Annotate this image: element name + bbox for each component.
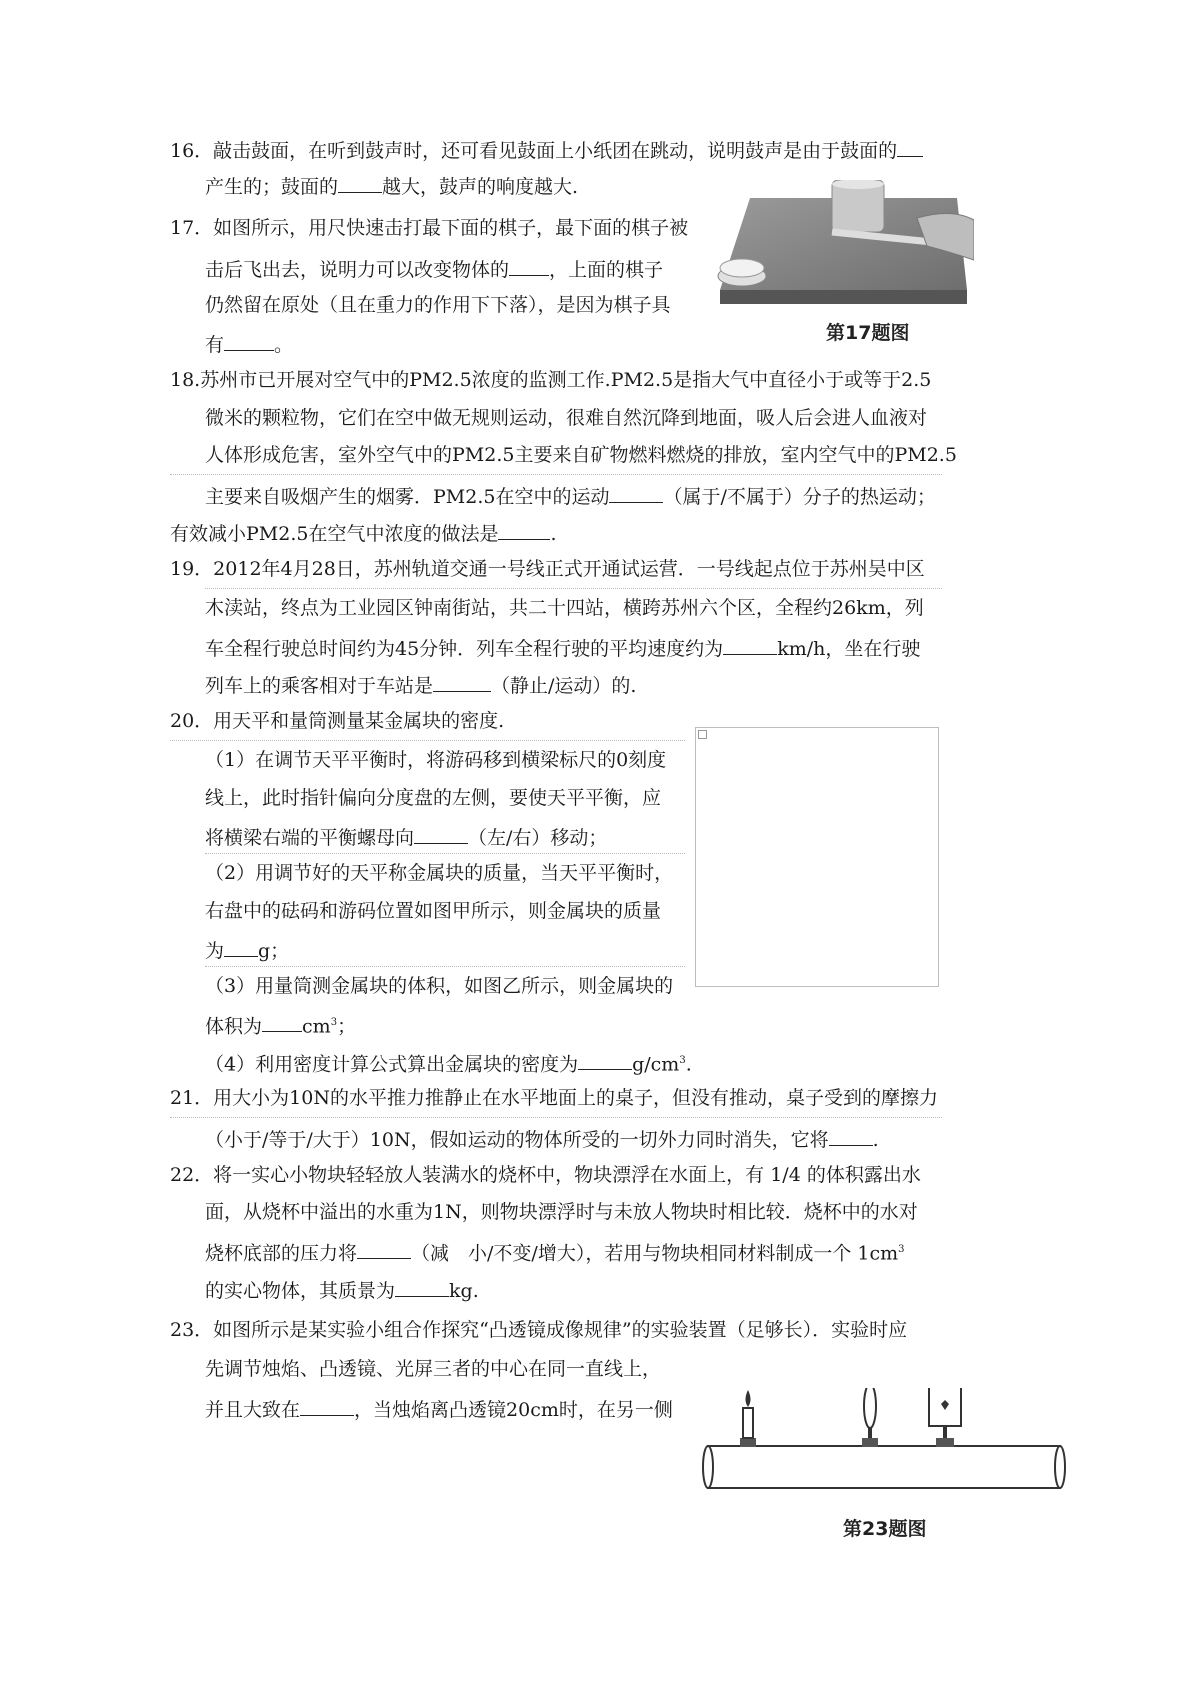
q23-line2: 先调节烛焰、凸透镜、光屏三者的中心在同一直线上，	[205, 1358, 662, 1380]
q20-title: 20．用天平和量筒测量某金属块的密度.	[170, 710, 505, 732]
q17-line4: 有 。	[205, 330, 293, 357]
q22-line1: 22．将一实心小物块轻轻放人装满水的烧杯中，物块漂浮在水面上，有 1/4 的体积露出水	[170, 1164, 921, 1186]
answer-blank[interactable]	[578, 1049, 632, 1070]
answer-blank[interactable]	[509, 255, 549, 276]
answer-blank[interactable]	[224, 936, 258, 957]
q18-line5: 有效减小PM2.5在空气中浓度的做法是 .	[170, 519, 557, 546]
figure-23-caption: 第23题图	[843, 1518, 927, 1540]
q23-line3: 并且大致在 ，当烛焰离凸透镜20cm时，在另一侧	[205, 1395, 673, 1422]
answer-blank[interactable]	[224, 330, 274, 351]
answer-blank[interactable]	[300, 1395, 354, 1416]
figure-17-caption: 第17题图	[826, 322, 910, 344]
q16-line1: 16．敲击鼓面，在听到鼓声时，还可看见鼓面上小纸团在跳动，说明鼓声是由于鼓面的	[170, 136, 923, 163]
q18-line1: 18.苏州市已开展对空气中的PM2.5浓度的监测工作.PM2.5是指大气中直径小于或等于2.5	[170, 369, 932, 391]
q19-line4: 列车上的乘客相对于车站是 （静止/运动）的.	[205, 671, 636, 698]
q21-line1: 21．用大小为10N的水平推力推静止在水平地面上的桌子，但没有推动，桌子受到的摩擦力	[170, 1087, 938, 1109]
q16-line2: 产生的；鼓面的 越大，鼓声的响度越大.	[205, 172, 578, 199]
dotted-rule	[205, 966, 685, 967]
answer-blank[interactable]	[897, 136, 923, 157]
q20-p3-line2: 体积为 $cm^3$；	[205, 1011, 356, 1038]
q20-p1-line1: （1）在调节天平平衡时，将游码移到横梁标尺的0刻度	[205, 749, 667, 771]
q17-line1: 17．如图所示，用尺快速击打最下面的棋子，最下面的棋子被	[170, 217, 689, 239]
dotted-rule	[170, 1117, 942, 1118]
dotted-rule	[170, 740, 685, 741]
figure-17-checkers-image	[712, 180, 974, 310]
dotted-rule	[170, 474, 942, 475]
answer-blank[interactable]	[395, 1276, 449, 1297]
figure-23-optical-bench	[700, 1388, 1066, 1508]
answer-blank[interactable]	[262, 1011, 302, 1032]
q23-line1: 23．如图所示是某实验小组合作探究“凸透镜成像规律”的实验装置（足够长）．实验时应	[170, 1319, 908, 1341]
answer-blank[interactable]	[357, 1238, 411, 1259]
q18-line4: 主要来自吸烟产生的烟雾．PM2.5在空中的运动 （属于/不属于）分子的热运动；	[205, 482, 936, 509]
q18-line2: 微米的颗粒物，它们在空中做无规则运动，很难自然沉降到地面，吸人后会进人血液对	[205, 407, 928, 429]
candle-icon	[740, 1390, 756, 1447]
answer-blank[interactable]	[414, 823, 468, 844]
answer-blank[interactable]	[829, 1125, 873, 1146]
dotted-rule	[205, 588, 942, 589]
q22-line4: 的实心物体，其质景为 kg.	[205, 1276, 479, 1303]
q19-line1: 19．2012年4月28日，苏州轨道交通一号线正式开通试运营．一号线起点位于苏州吴中区	[170, 558, 925, 580]
broken-image-icon	[698, 730, 707, 739]
q20-p2-line3: 为 g；	[205, 936, 289, 963]
q17-line3: 仍然留在原处（且在重力的作用下下落），是因为棋子具	[205, 294, 671, 316]
figure-20-image-placeholder	[695, 727, 939, 987]
answer-blank[interactable]	[609, 482, 663, 503]
answer-blank[interactable]	[498, 519, 550, 540]
q18-line3: 人体形成危害，室外空气中的PM2.5主要来自矿物燃料燃烧的排放，室内空气中的PM2.5	[205, 444, 957, 466]
q20-p2-line1: （2）用调节好的天平称金属块的质量，当天平平衡时，	[205, 862, 674, 884]
q17-line2: 击后飞出去，说明力可以改变物体的 ，上面的棋子	[205, 255, 663, 282]
screen-icon	[929, 1388, 961, 1447]
answer-blank[interactable]	[723, 634, 777, 655]
q21-line2: （小于/等于/大于）10N，假如运动的物体所受的一切外力同时消失，它将 .	[205, 1125, 879, 1152]
dotted-rule	[205, 853, 685, 854]
q20-p4: （4）利用密度计算公式算出金属块的密度为 $g/cm^3$.	[205, 1049, 692, 1076]
answer-blank[interactable]	[433, 671, 491, 692]
q22-line2: 面，从烧杯中溢出的水重为1N，则物块漂浮时与未放人物块时相比较．烧杯中的水对	[205, 1201, 918, 1223]
q19-line3: 车全程行驶总时间约为45分钟．列车全程行驶的平均速度约为 km/h，坐在行驶	[205, 634, 920, 661]
q20-p1-line2: 线上，此时指针偏向分度盘的左侧，要使天平平衡，应	[205, 787, 662, 809]
q19-line2: 木渎站，终点为工业园区钟南街站，共二十四站，横跨苏州六个区，全程约26km，列	[205, 597, 924, 619]
q20-p2-line2: 右盘中的砝码和游码位置如图甲所示，则金属块的质量	[205, 900, 662, 922]
lens-icon	[862, 1388, 878, 1447]
answer-blank[interactable]	[338, 172, 382, 193]
q20-p3-line1: （3）用量筒测金属块的体积，如图乙所示，则金属块的	[205, 975, 674, 997]
q20-p1-line3: 将横梁右端的平衡螺母向 （左/右）移动；	[205, 823, 607, 850]
q22-line3: 烧杯底部的压力将 （减 小/不变/增大），若用与物块相同材料制成一个 $1cm^3$	[205, 1238, 904, 1265]
